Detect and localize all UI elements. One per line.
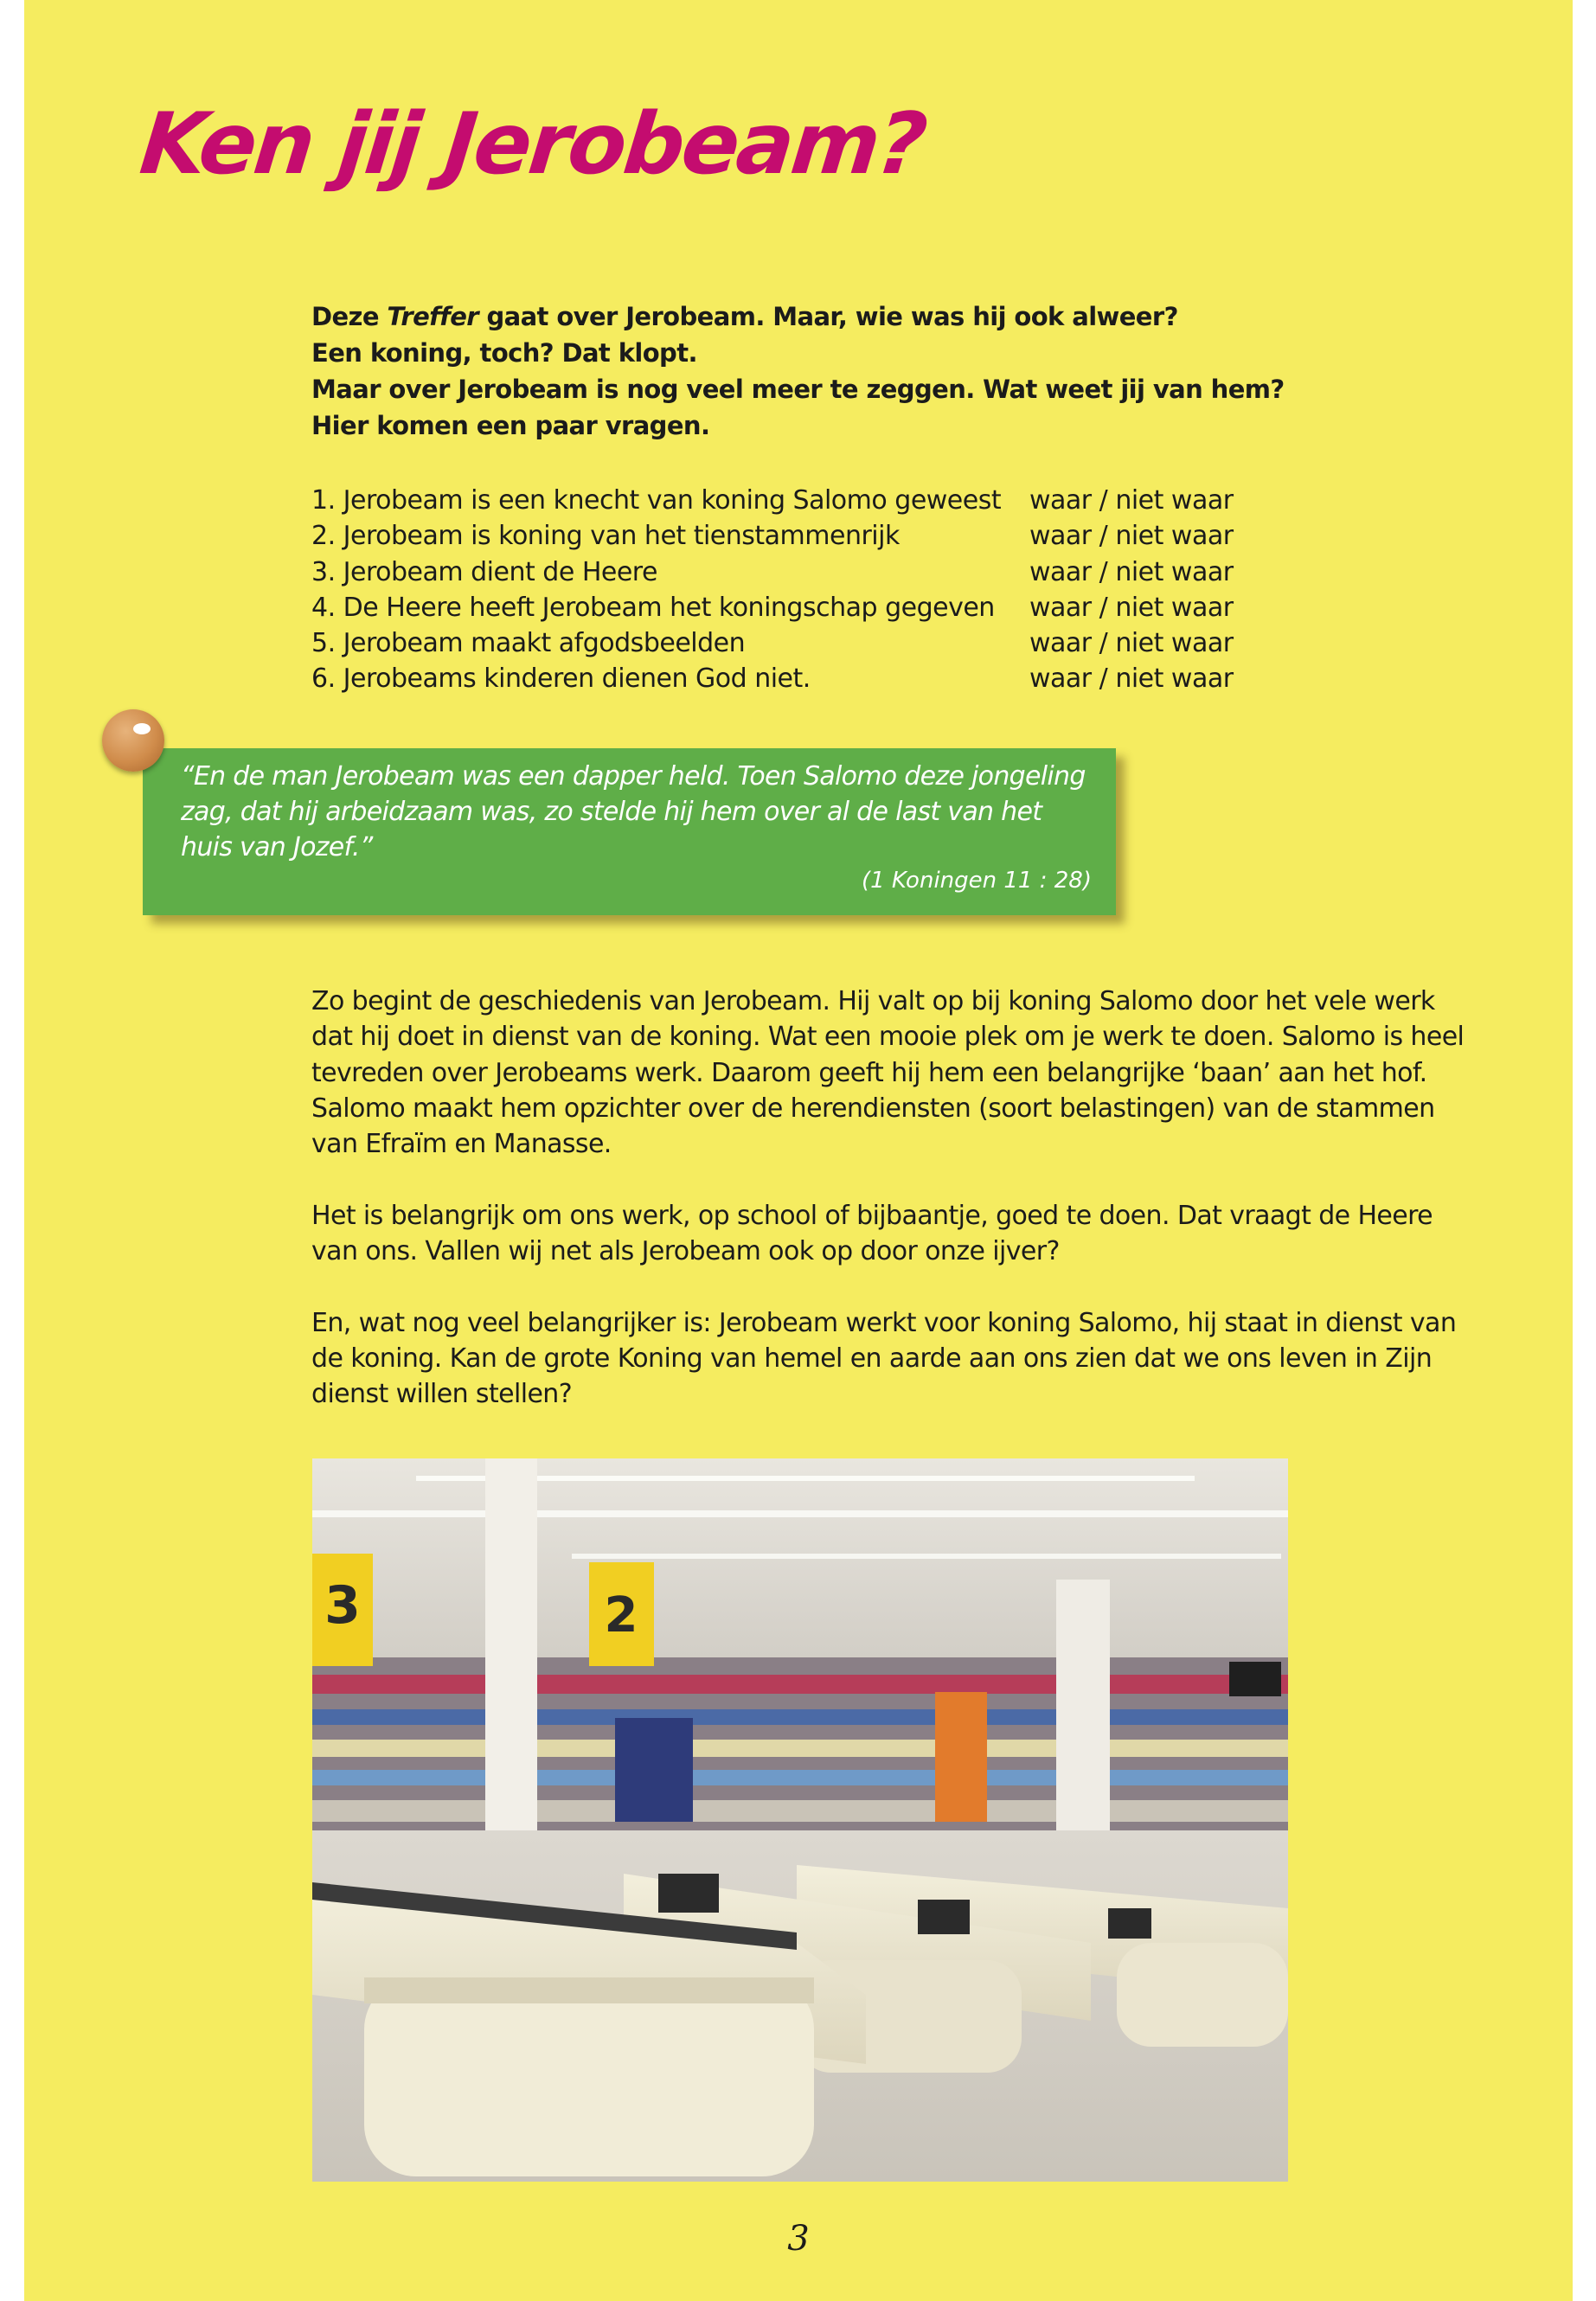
quote-line-3: huis van Jozef.” — [181, 832, 373, 862]
body-line: tevreden over Jerobeams werk. Daarom geeft hij hem een belangrijke ‘baan’ aan het hof. — [311, 1057, 1427, 1088]
quiz-answer-options: waar / niet waar — [1029, 663, 1234, 695]
body-line: Zo begint de geschiedenis van Jerobeam. Hij valt op bij koning Salomo door het vele werk — [311, 986, 1435, 1016]
bible-quote-reference: (1 Koningen 11 : 28) — [861, 868, 1092, 894]
intro-text — [311, 298, 1285, 444]
quiz-answer-options: waar / niet waar — [1029, 628, 1234, 659]
intro-line-2: Een koning, toch? Dat klopt. — [311, 338, 697, 368]
quiz-statement: 3. Jerobeam dient de Heere — [311, 556, 657, 587]
quiz-item — [311, 661, 1263, 696]
intro-magazine-name: Treffer — [387, 302, 478, 331]
checkout-sign-2: 2 — [604, 1587, 638, 1644]
body-line: dat hij doet in dienst van de koning. Wat een mooie plek om je werk te doen. Salomo is heel — [311, 1022, 1465, 1053]
body-line: Het is belangrijk om ons werk, op school of bijbaantje, goed te doen. Dat vraagt de Heere — [311, 1200, 1433, 1231]
quiz-statement: 6. Jerobeams kinderen dienen God niet. — [311, 663, 811, 695]
quiz-statement: 1. Jerobeam is een knecht van koning Salomo geweest — [311, 485, 1002, 516]
body-line: Salomo maakt hem opzichter over de herendiensten (soort belastingen) van de stammen — [311, 1093, 1435, 1124]
page-title: Ken jij Jerobeam? — [136, 95, 930, 194]
bead-highlight — [133, 723, 151, 734]
quiz-item — [311, 625, 1263, 661]
body-paragraph-1 — [311, 984, 1497, 1162]
quiz-list — [311, 483, 1263, 697]
body-line: En, wat nog veel belangrijker is: Jerobeam werkt voor koning Salomo, hij staat in dienst van — [311, 1307, 1457, 1338]
quiz-answer-options: waar / niet waar — [1029, 521, 1234, 552]
quote-line-2: zag, dat hij arbeidzaam was, zo stelde hij hem over al de last van het — [181, 797, 1042, 827]
quiz-answer-options: waar / niet waar — [1029, 556, 1234, 587]
quiz-answer-options: waar / niet waar — [1029, 485, 1234, 516]
bible-quote-box — [143, 748, 1116, 915]
body-paragraph-3 — [311, 1305, 1497, 1413]
intro-line-4: Hier komen een paar vragen. — [311, 411, 710, 440]
quiz-statement: 5. Jerobeam maakt afgodsbeelden — [311, 628, 746, 659]
quiz-item — [311, 590, 1263, 625]
supermarket-checkout-photo — [312, 1458, 1288, 2182]
quiz-answer-options: waar / niet waar — [1029, 592, 1234, 623]
checkout-sign-3: 3 — [324, 1575, 361, 1636]
quiz-statement: 2. Jerobeam is koning van het tienstammenrijk — [311, 521, 900, 552]
bead-icon — [102, 709, 164, 772]
intro-line-1-end: gaat over Jerobeam. Maar, wie was hij ook alweer? — [478, 302, 1178, 331]
body-paragraph-2 — [311, 1198, 1497, 1270]
body-line: van Efraïm en Manasse. — [311, 1129, 612, 1160]
photo-illustration — [312, 1458, 1288, 2182]
body-text — [311, 984, 1497, 1448]
quiz-item — [311, 518, 1263, 554]
page-number: 3 — [787, 2219, 810, 2259]
intro-line-1 — [311, 298, 1263, 335]
body-line: de koning. Kan de grote Koning van hemel en aarde aan ons zien dat we ons leven in Zijn — [311, 1343, 1433, 1374]
body-line: dienst willen stellen? — [311, 1379, 573, 1410]
quiz-item — [311, 483, 1263, 518]
bible-quote-text — [181, 759, 1098, 865]
body-line: van ons. Vallen wij net als Jerobeam ook op door onze ijver? — [311, 1236, 1060, 1267]
intro-line-1-start: Deze — [311, 302, 388, 331]
quiz-statement: 4. De Heere heeft Jerobeam het koningschap gegeven — [311, 592, 995, 623]
quiz-item — [311, 554, 1263, 590]
intro-line-3: Maar over Jerobeam is nog veel meer te zeggen. Wat weet jij van hem? — [311, 375, 1285, 404]
page — [24, 0, 1573, 2301]
quote-line-1: “En de man Jerobeam was een dapper held. Toen Salomo deze jongeling — [181, 761, 1086, 792]
